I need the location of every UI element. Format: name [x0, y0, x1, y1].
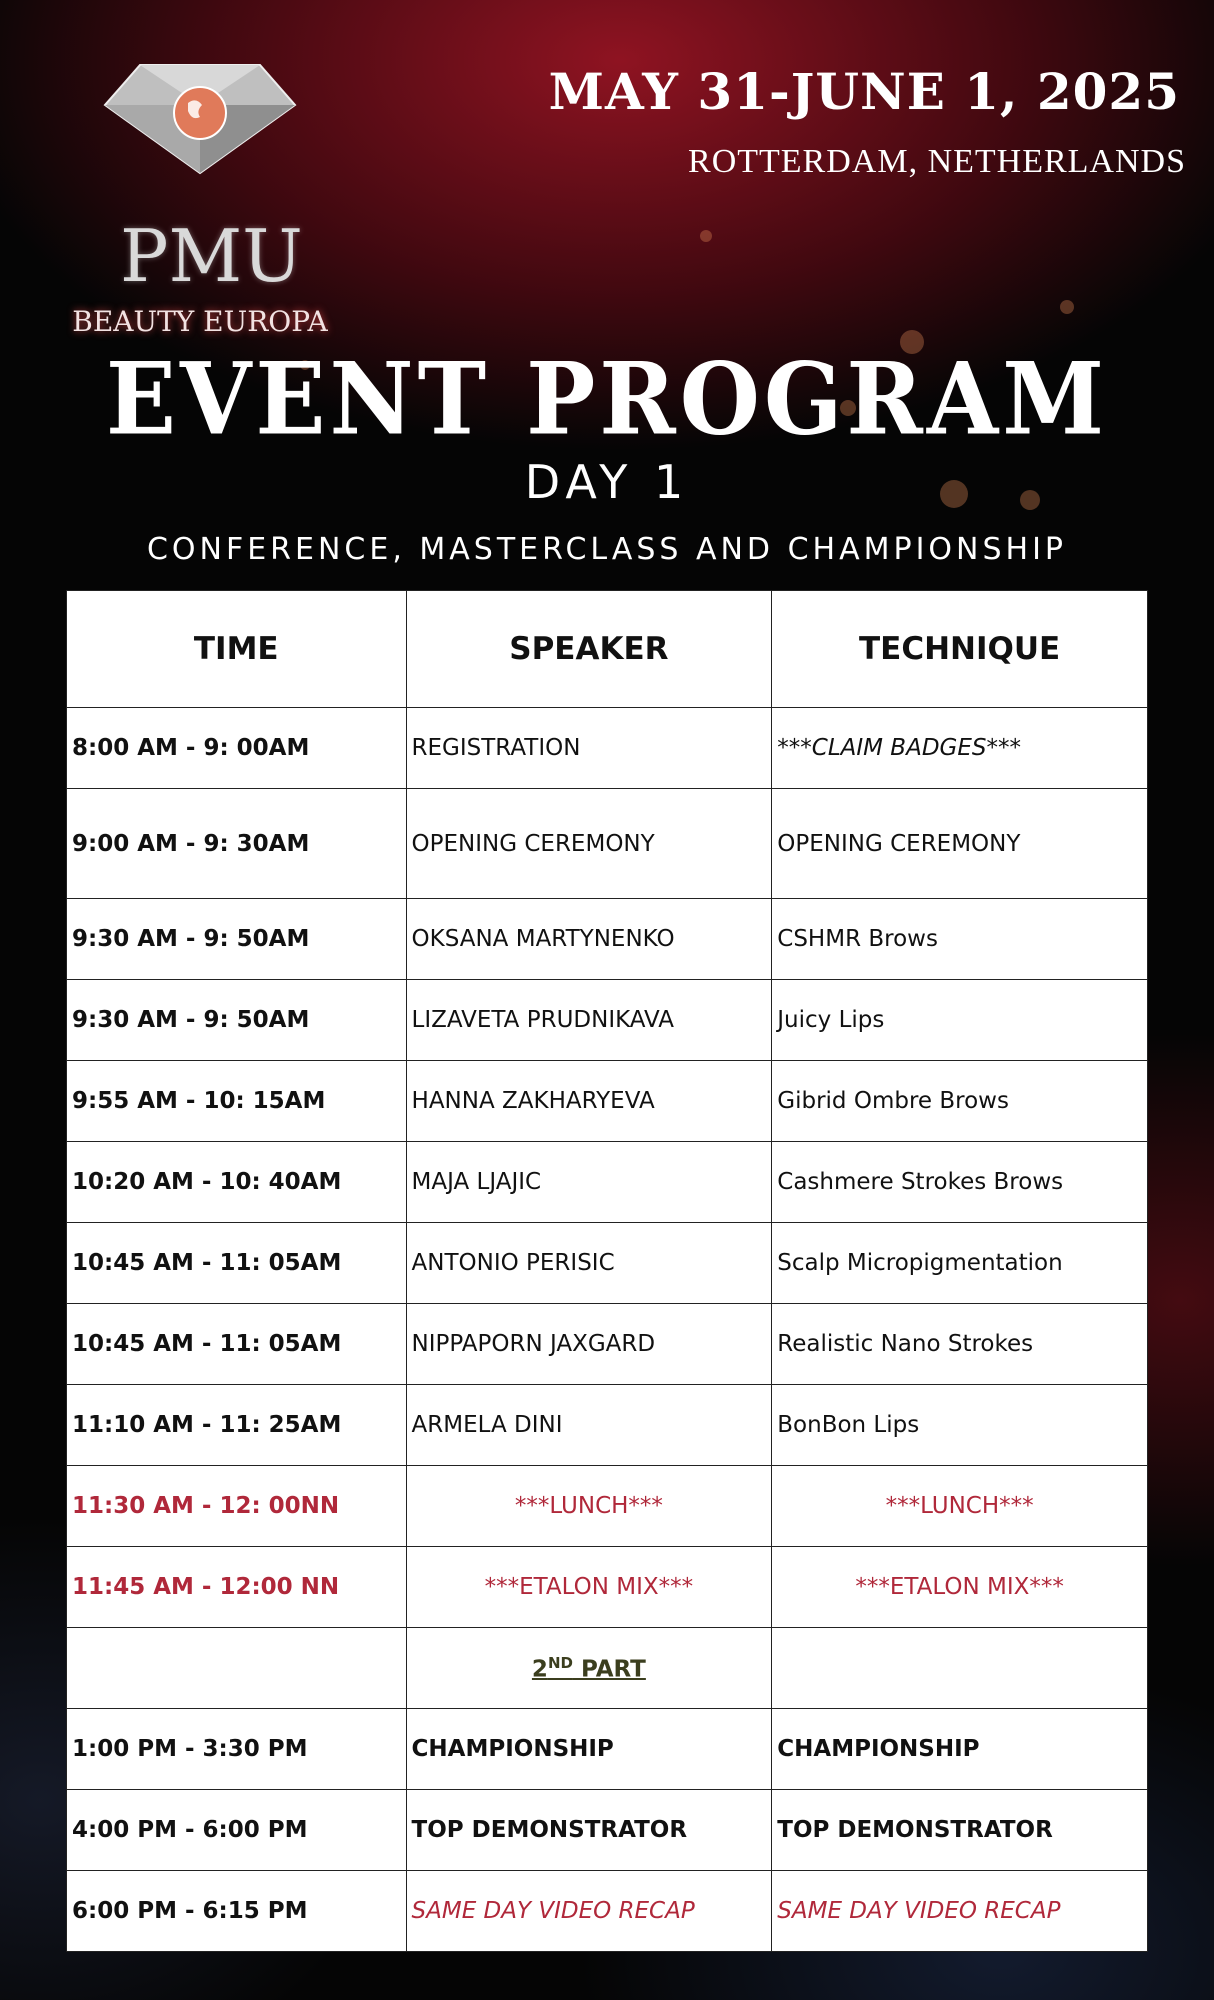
time-cell: 8:00 AM - 9: 00AM [67, 708, 407, 789]
speaker-cell: ***ETALON MIX*** [406, 1547, 772, 1628]
speaker-cell: ANTONIO PERISIC [406, 1223, 772, 1304]
speaker-cell: SAME DAY VIDEO RECAP [406, 1871, 772, 1952]
part-suffix: ND [547, 1653, 573, 1672]
table-row [67, 1790, 1148, 1871]
table-row-etalon [67, 1547, 1148, 1628]
event-location: ROTTERDAM, NETHERLANDS [688, 143, 1186, 180]
part-number: 2 [531, 1656, 548, 1683]
brand-logo [40, 55, 360, 338]
table-row [67, 1304, 1148, 1385]
bokeh-dot [700, 230, 712, 242]
speaker-cell: HANNA ZAKHARYEVA [406, 1061, 772, 1142]
time-cell: 11:10 AM - 11: 25AM [67, 1385, 407, 1466]
diamond-globe-icon [100, 55, 300, 175]
day-label: DAY 1 [524, 455, 690, 509]
header-time: TIME [67, 591, 407, 708]
time-cell: 9:00 AM - 9: 30AM [67, 789, 407, 899]
speaker-cell: NIPPAPORN JAXGARD [406, 1304, 772, 1385]
speaker-cell: MAJA LJAJIC [406, 1142, 772, 1223]
time-cell: 9:30 AM - 9: 50AM [67, 899, 407, 980]
technique-cell: ***CLAIM BADGES*** [772, 708, 1148, 789]
logo-subtitle: BEAUTY EUROPA [72, 305, 328, 338]
time-cell: 9:30 AM - 9: 50AM [67, 980, 407, 1061]
time-cell: 11:30 AM - 12: 00NN [67, 1466, 407, 1547]
technique-cell: BonBon Lips [772, 1385, 1148, 1466]
technique-cell: TOP DEMONSTRATOR [772, 1790, 1148, 1871]
page-subtitle: CONFERENCE, MASTERCLASS AND CHAMPIONSHIP [146, 532, 1068, 567]
speaker-cell: ARMELA DINI [406, 1385, 772, 1466]
table-row [67, 1061, 1148, 1142]
bokeh-dot [1060, 300, 1074, 314]
speaker-cell: OPENING CEREMONY [406, 789, 772, 899]
speaker-cell: CHAMPIONSHIP [406, 1709, 772, 1790]
technique-cell: ***ETALON MIX*** [772, 1547, 1148, 1628]
table-header-row [67, 591, 1148, 708]
page-title: EVENT PROGRAM [105, 340, 1109, 458]
part-divider-row [67, 1628, 1148, 1709]
empty-cell [67, 1628, 407, 1709]
table-row [67, 1385, 1148, 1466]
speaker-cell: REGISTRATION [406, 708, 772, 789]
speaker-cell: TOP DEMONSTRATOR [406, 1790, 772, 1871]
technique-cell: Scalp Micropigmentation [772, 1223, 1148, 1304]
part-heading [406, 1628, 772, 1709]
time-cell: 10:45 AM - 11: 05AM [67, 1223, 407, 1304]
time-cell: 10:45 AM - 11: 05AM [67, 1304, 407, 1385]
time-cell: 11:45 AM - 12:00 NN [67, 1547, 407, 1628]
speaker-cell: LIZAVETA PRUDNIKAVA [406, 980, 772, 1061]
logo-mark: PMU [120, 214, 303, 298]
table-row [67, 708, 1148, 789]
time-cell: 4:00 PM - 6:00 PM [67, 1790, 407, 1871]
table-row [67, 1709, 1148, 1790]
technique-cell: CHAMPIONSHIP [772, 1709, 1148, 1790]
technique-cell: SAME DAY VIDEO RECAP [772, 1871, 1148, 1952]
header-speaker: SPEAKER [406, 591, 772, 708]
technique-cell: Juicy Lips [772, 980, 1148, 1061]
part-label: PART [572, 1656, 646, 1683]
program-table [66, 590, 1148, 1952]
technique-cell: Gibrid Ombre Brows [772, 1061, 1148, 1142]
table-row [67, 1871, 1148, 1952]
table-row [67, 980, 1148, 1061]
table-row [67, 1142, 1148, 1223]
table-row [67, 1223, 1148, 1304]
technique-cell: Cashmere Strokes Brows [772, 1142, 1148, 1223]
time-cell: 1:00 PM - 3:30 PM [67, 1709, 407, 1790]
event-dates: MAY 31-JUNE 1, 2025 [548, 62, 1180, 121]
speaker-cell: ***LUNCH*** [406, 1466, 772, 1547]
table-row-lunch [67, 1466, 1148, 1547]
header-technique: TECHNIQUE [772, 591, 1148, 708]
technique-cell: OPENING CEREMONY [772, 789, 1148, 899]
speaker-cell: OKSANA MARTYNENKO [406, 899, 772, 980]
table-row [67, 899, 1148, 980]
time-cell: 6:00 PM - 6:15 PM [67, 1871, 407, 1952]
technique-cell: CSHMR Brows [772, 899, 1148, 980]
time-cell: 10:20 AM - 10: 40AM [67, 1142, 407, 1223]
empty-cell [772, 1628, 1148, 1709]
time-cell: 9:55 AM - 10: 15AM [67, 1061, 407, 1142]
technique-cell: Realistic Nano Strokes [772, 1304, 1148, 1385]
technique-cell: ***LUNCH*** [772, 1466, 1148, 1547]
table-row [67, 789, 1148, 899]
